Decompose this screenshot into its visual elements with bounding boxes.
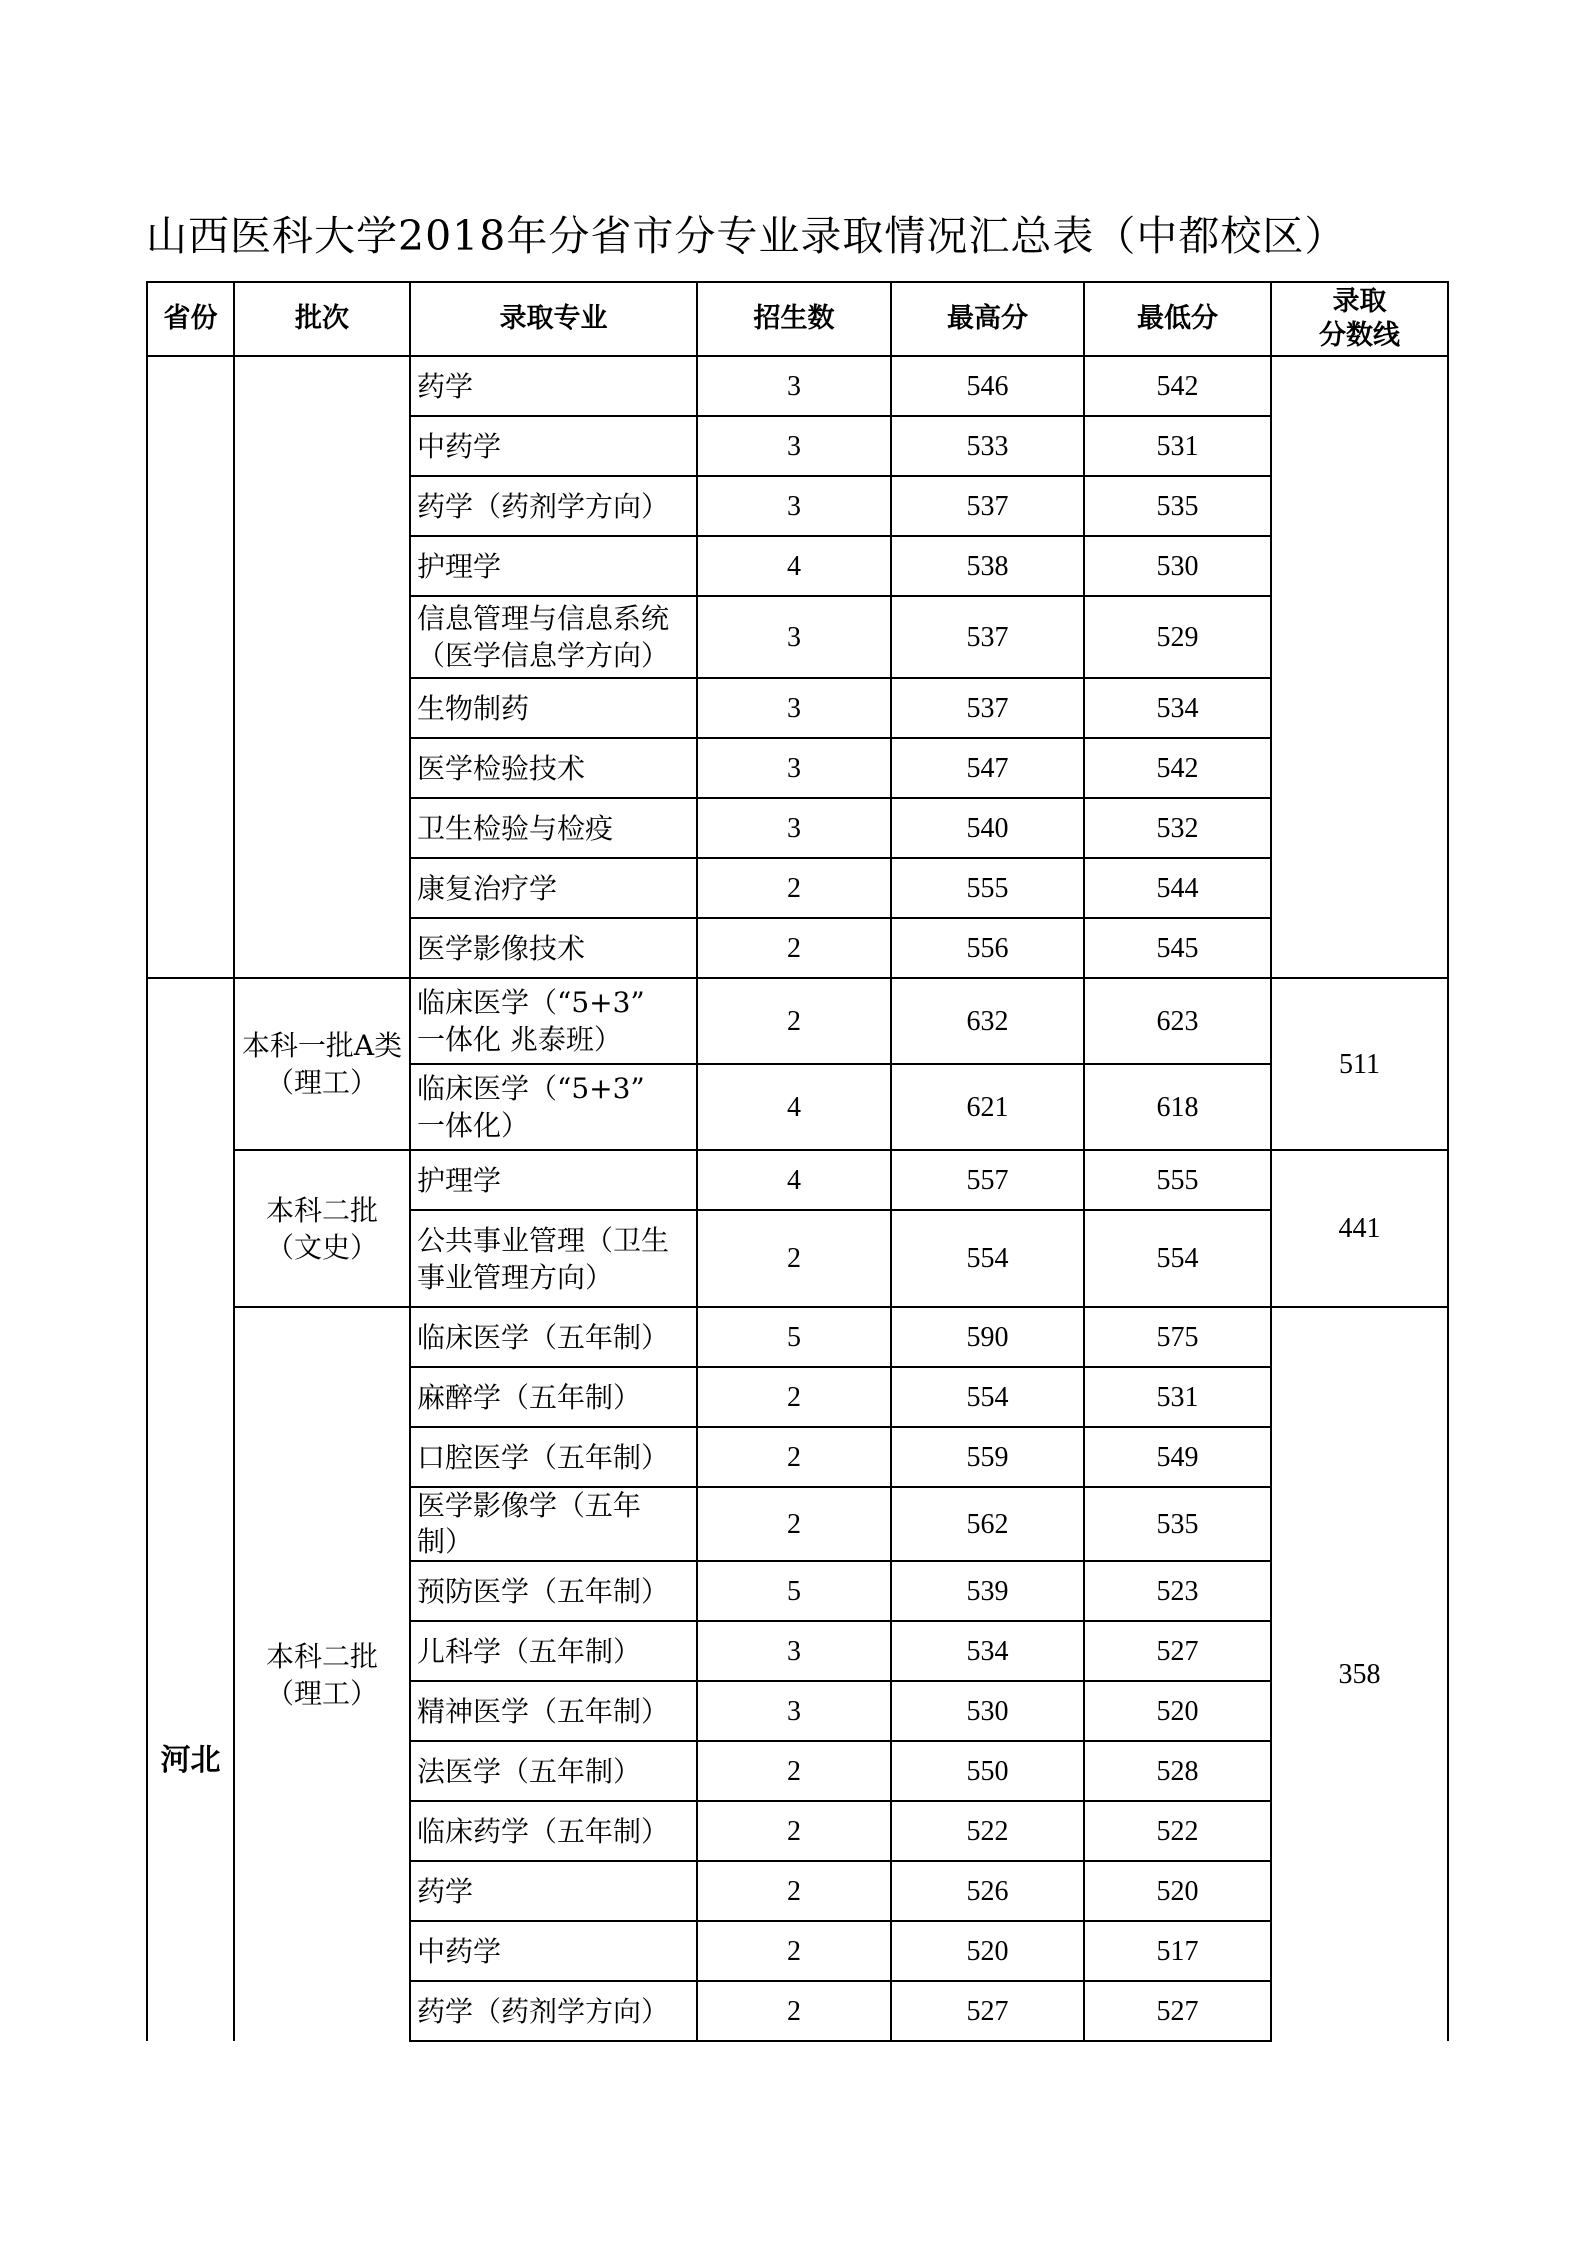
min-score-cell: 555 bbox=[1084, 1150, 1271, 1210]
major-cell: 卫生检验与检疫 bbox=[410, 798, 697, 858]
major-cell: 精神医学（五年制） bbox=[410, 1681, 697, 1741]
enrollment-cell: 3 bbox=[697, 738, 891, 798]
min-score-cell: 531 bbox=[1084, 1367, 1271, 1427]
min-score-cell: 535 bbox=[1084, 1487, 1271, 1561]
enrollment-cell: 3 bbox=[697, 798, 891, 858]
min-score-cell: 530 bbox=[1084, 536, 1271, 596]
max-score-cell: 559 bbox=[891, 1427, 1084, 1487]
min-score-cell: 532 bbox=[1084, 798, 1271, 858]
min-score-cell: 623 bbox=[1084, 978, 1271, 1064]
province-cell: 河北 bbox=[147, 978, 234, 2041]
batch-cell: 本科二批 （理工） bbox=[234, 1307, 410, 2041]
major-cell: 口腔医学（五年制） bbox=[410, 1427, 697, 1487]
enrollment-cell: 3 bbox=[697, 1621, 891, 1681]
major-cell: 临床医学（“5+3” 一体化） bbox=[410, 1064, 697, 1150]
major-cell: 生物制药 bbox=[410, 678, 697, 738]
min-score-cell: 527 bbox=[1084, 1621, 1271, 1681]
max-score-cell: 520 bbox=[891, 1921, 1084, 1981]
max-score-cell: 527 bbox=[891, 1981, 1084, 2041]
cutoff-cell: 511 bbox=[1271, 978, 1448, 1150]
max-score-cell: 537 bbox=[891, 596, 1084, 678]
min-score-cell: 618 bbox=[1084, 1064, 1271, 1150]
max-score-cell: 557 bbox=[891, 1150, 1084, 1210]
max-score-cell: 546 bbox=[891, 356, 1084, 416]
min-score-cell: 531 bbox=[1084, 416, 1271, 476]
min-score-cell: 549 bbox=[1084, 1427, 1271, 1487]
major-cell: 护理学 bbox=[410, 1150, 697, 1210]
min-score-cell: 545 bbox=[1084, 918, 1271, 978]
header-batch: 批次 bbox=[234, 282, 410, 356]
enrollment-cell: 2 bbox=[697, 1367, 891, 1427]
table-row bbox=[147, 1307, 1448, 1367]
min-score-cell: 528 bbox=[1084, 1741, 1271, 1801]
major-cell: 临床医学（五年制） bbox=[410, 1307, 697, 1367]
max-score-cell: 555 bbox=[891, 858, 1084, 918]
min-score-cell: 523 bbox=[1084, 1561, 1271, 1621]
enrollment-cell: 4 bbox=[697, 536, 891, 596]
enrollment-cell: 4 bbox=[697, 1150, 891, 1210]
enrollment-cell: 4 bbox=[697, 1064, 891, 1150]
cutoff-cell-continued bbox=[1271, 356, 1448, 978]
major-cell: 信息管理与信息系统 （医学信息学方向） bbox=[410, 596, 697, 678]
page-title: 山西医科大学2018年分省市分专业录取情况汇总表（中都校区） bbox=[146, 212, 1347, 260]
max-score-cell: 537 bbox=[891, 678, 1084, 738]
major-cell: 药学（药剂学方向） bbox=[410, 1981, 697, 2041]
enrollment-cell: 3 bbox=[697, 596, 891, 678]
min-score-cell: 520 bbox=[1084, 1681, 1271, 1741]
major-cell: 预防医学（五年制） bbox=[410, 1561, 697, 1621]
header-major: 录取专业 bbox=[410, 282, 697, 356]
min-score-cell: 554 bbox=[1084, 1210, 1271, 1307]
min-score-cell: 535 bbox=[1084, 476, 1271, 536]
header-row bbox=[147, 282, 1448, 356]
max-score-cell: 621 bbox=[891, 1064, 1084, 1150]
enrollment-cell: 3 bbox=[697, 1681, 891, 1741]
max-score-cell: 550 bbox=[891, 1741, 1084, 1801]
max-score-cell: 526 bbox=[891, 1861, 1084, 1921]
min-score-cell: 520 bbox=[1084, 1861, 1271, 1921]
enrollment-cell: 5 bbox=[697, 1561, 891, 1621]
cutoff-cell: 358 bbox=[1271, 1307, 1448, 2041]
max-score-cell: 530 bbox=[891, 1681, 1084, 1741]
major-cell: 中药学 bbox=[410, 1921, 697, 1981]
min-score-cell: 517 bbox=[1084, 1921, 1271, 1981]
min-score-cell: 542 bbox=[1084, 738, 1271, 798]
major-cell: 康复治疗学 bbox=[410, 858, 697, 918]
major-cell: 临床药学（五年制） bbox=[410, 1801, 697, 1861]
max-score-cell: 534 bbox=[891, 1621, 1084, 1681]
header-province: 省份 bbox=[147, 282, 234, 356]
enrollment-cell: 3 bbox=[697, 416, 891, 476]
major-cell: 护理学 bbox=[410, 536, 697, 596]
major-cell: 医学影像学（五年 制） bbox=[410, 1487, 697, 1561]
max-score-cell: 554 bbox=[891, 1367, 1084, 1427]
enrollment-cell: 3 bbox=[697, 476, 891, 536]
max-score-cell: 562 bbox=[891, 1487, 1084, 1561]
major-cell: 药学（药剂学方向） bbox=[410, 476, 697, 536]
enrollment-cell: 2 bbox=[697, 1921, 891, 1981]
major-cell: 药学 bbox=[410, 1861, 697, 1921]
major-cell: 药学 bbox=[410, 356, 697, 416]
max-score-cell: 540 bbox=[891, 798, 1084, 858]
enrollment-cell: 2 bbox=[697, 1741, 891, 1801]
max-score-cell: 538 bbox=[891, 536, 1084, 596]
enrollment-cell: 2 bbox=[697, 1210, 891, 1307]
enrollment-cell: 2 bbox=[697, 918, 891, 978]
major-cell: 麻醉学（五年制） bbox=[410, 1367, 697, 1427]
max-score-cell: 590 bbox=[891, 1307, 1084, 1367]
major-cell: 儿科学（五年制） bbox=[410, 1621, 697, 1681]
enrollment-cell: 5 bbox=[697, 1307, 891, 1367]
max-score-cell: 533 bbox=[891, 416, 1084, 476]
table-row bbox=[147, 1150, 1448, 1210]
header-min-score: 最低分 bbox=[1084, 282, 1271, 356]
major-cell: 医学检验技术 bbox=[410, 738, 697, 798]
enrollment-cell: 2 bbox=[697, 1801, 891, 1861]
max-score-cell: 522 bbox=[891, 1801, 1084, 1861]
min-score-cell: 529 bbox=[1084, 596, 1271, 678]
header-enrollment: 招生数 bbox=[697, 282, 891, 356]
min-score-cell: 522 bbox=[1084, 1801, 1271, 1861]
enrollment-cell: 2 bbox=[697, 1427, 891, 1487]
batch-cell: 本科一批A类 （理工） bbox=[234, 978, 410, 1150]
header-cutoff: 录取 分数线 bbox=[1271, 282, 1448, 356]
enrollment-cell: 2 bbox=[697, 978, 891, 1064]
table-row bbox=[147, 356, 1448, 416]
min-score-cell: 575 bbox=[1084, 1307, 1271, 1367]
min-score-cell: 544 bbox=[1084, 858, 1271, 918]
max-score-cell: 554 bbox=[891, 1210, 1084, 1307]
max-score-cell: 632 bbox=[891, 978, 1084, 1064]
min-score-cell: 542 bbox=[1084, 356, 1271, 416]
cutoff-cell: 441 bbox=[1271, 1150, 1448, 1307]
major-cell: 临床医学（“5+3” 一体化 兆泰班） bbox=[410, 978, 697, 1064]
max-score-cell: 547 bbox=[891, 738, 1084, 798]
major-cell: 法医学（五年制） bbox=[410, 1741, 697, 1801]
max-score-cell: 537 bbox=[891, 476, 1084, 536]
major-cell: 公共事业管理（卫生 事业管理方向） bbox=[410, 1210, 697, 1307]
province-cell-continued bbox=[147, 356, 234, 978]
enrollment-cell: 2 bbox=[697, 1861, 891, 1921]
admissions-table bbox=[146, 281, 1449, 2042]
max-score-cell: 556 bbox=[891, 918, 1084, 978]
enrollment-cell: 3 bbox=[697, 678, 891, 738]
enrollment-cell: 2 bbox=[697, 1981, 891, 2041]
table-row bbox=[147, 978, 1448, 1064]
enrollment-cell: 2 bbox=[697, 858, 891, 918]
major-cell: 医学影像技术 bbox=[410, 918, 697, 978]
enrollment-cell: 3 bbox=[697, 356, 891, 416]
enrollment-cell: 2 bbox=[697, 1487, 891, 1561]
max-score-cell: 539 bbox=[891, 1561, 1084, 1621]
min-score-cell: 527 bbox=[1084, 1981, 1271, 2041]
min-score-cell: 534 bbox=[1084, 678, 1271, 738]
header-max-score: 最高分 bbox=[891, 282, 1084, 356]
batch-cell-continued bbox=[234, 356, 410, 978]
batch-cell: 本科二批 （文史） bbox=[234, 1150, 410, 1307]
major-cell: 中药学 bbox=[410, 416, 697, 476]
